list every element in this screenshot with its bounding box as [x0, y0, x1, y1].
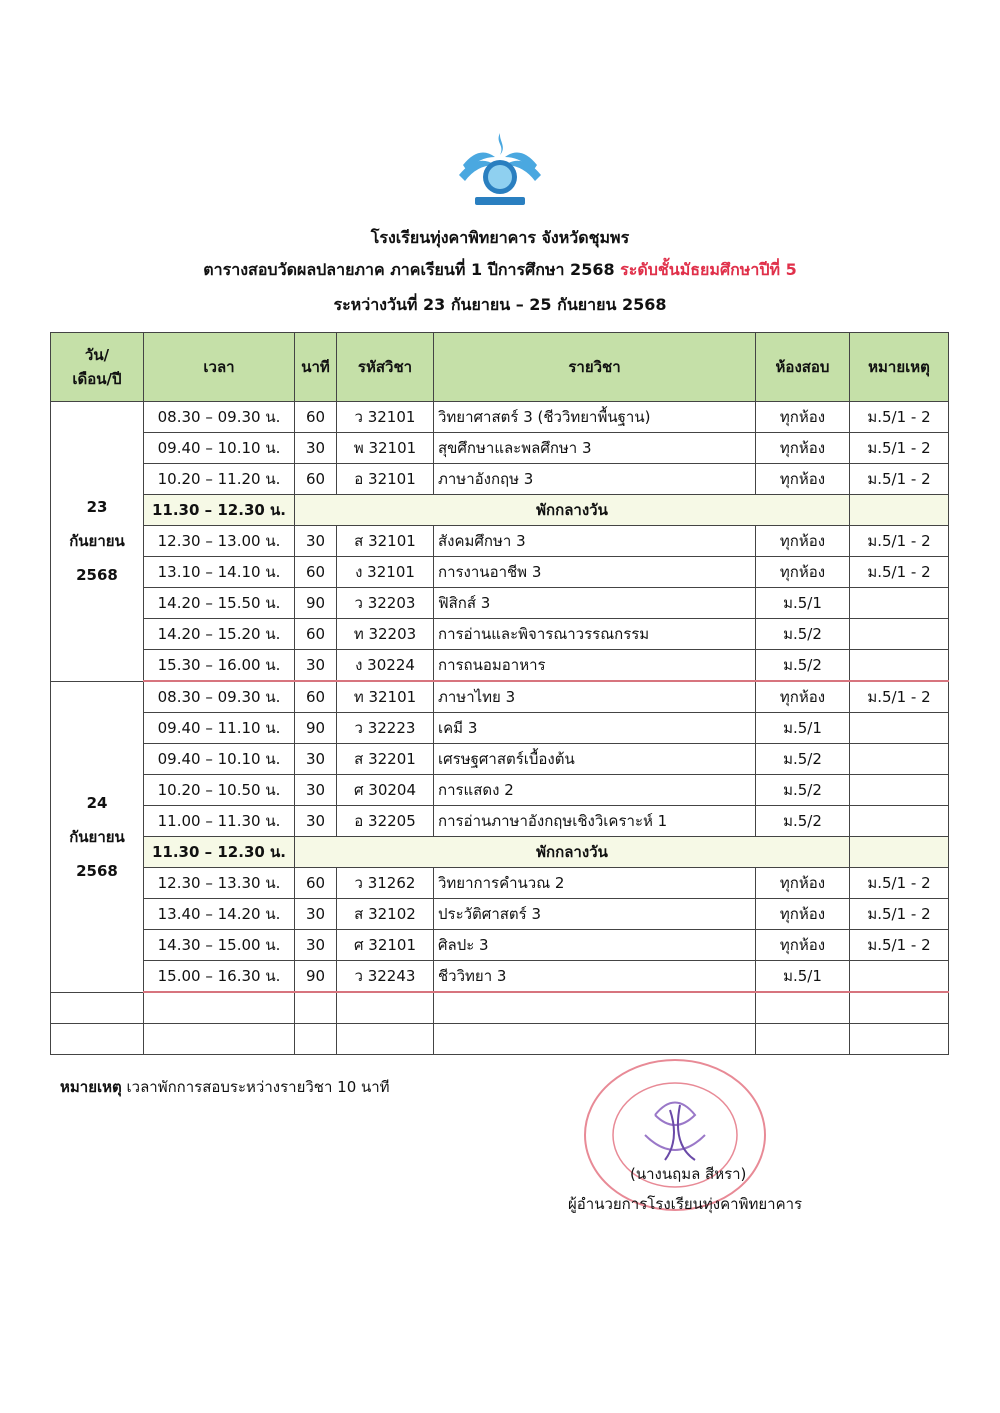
subject-cell: การอ่านและพิจารณาวรรณกรรม — [434, 619, 756, 650]
table-row — [51, 588, 949, 619]
subject-cell: ภาษาอังกฤษ 3 — [434, 464, 756, 495]
minutes-cell: 60 — [295, 619, 337, 650]
subject-cell: การแสดง 2 — [434, 775, 756, 806]
lunch-row — [51, 495, 949, 526]
subject-cell: วิทยาการคำนวณ 2 — [434, 868, 756, 899]
code-cell: ว 32101 — [337, 402, 434, 433]
room-cell: ทุกห้อง — [756, 526, 850, 557]
note-cell — [850, 588, 949, 619]
time-cell: 13.10 – 14.10 น. — [144, 557, 295, 588]
column-header: หมายเหตุ — [850, 333, 949, 402]
minutes-cell: 30 — [295, 433, 337, 464]
room-cell: ทุกห้อง — [756, 930, 850, 961]
room-cell: ม.5/1 — [756, 961, 850, 993]
subject-cell: ศิลปะ 3 — [434, 930, 756, 961]
note-cell — [850, 806, 949, 837]
table-row — [51, 619, 949, 650]
lunch-cell: พักกลางวัน — [295, 495, 850, 526]
minutes-cell: 30 — [295, 650, 337, 682]
minutes-cell: 30 — [295, 775, 337, 806]
footnote — [60, 1075, 390, 1099]
table-row — [51, 930, 949, 961]
day-cell: 24 กันยายน 2568 — [51, 681, 144, 992]
time-cell: 15.00 – 16.30 น. — [144, 961, 295, 993]
time-cell: 11.00 – 11.30 น. — [144, 806, 295, 837]
empty-cell — [850, 992, 949, 1024]
note-cell: ม.5/1 - 2 — [850, 433, 949, 464]
table-row — [51, 868, 949, 899]
note-cell — [850, 495, 949, 526]
column-header: รหัสวิชา — [337, 333, 434, 402]
table-row — [51, 650, 949, 682]
empty-cell — [756, 1024, 850, 1055]
code-cell: ท 32203 — [337, 619, 434, 650]
empty-cell — [144, 1024, 295, 1055]
time-cell: 10.20 – 10.50 น. — [144, 775, 295, 806]
empty-cell — [51, 1024, 144, 1055]
minutes-cell: 60 — [295, 464, 337, 495]
time-cell: 09.40 – 11.10 น. — [144, 713, 295, 744]
subject-cell: การอ่านภาษาอังกฤษเชิงวิเคราะห์ 1 — [434, 806, 756, 837]
subject-cell: เศรษฐศาสตร์เบื้องต้น — [434, 744, 756, 775]
note-cell — [850, 961, 949, 993]
table-row — [51, 526, 949, 557]
time-cell: 11.30 – 12.30 น. — [144, 837, 295, 868]
table-row — [51, 775, 949, 806]
time-cell: 15.30 – 16.00 น. — [144, 650, 295, 682]
header-row — [51, 333, 949, 402]
empty-cell — [144, 992, 295, 1024]
room-cell: ม.5/2 — [756, 806, 850, 837]
code-cell: ว 32223 — [337, 713, 434, 744]
exam-schedule-table — [50, 332, 949, 1055]
note-cell: ม.5/1 - 2 — [850, 868, 949, 899]
table-row — [51, 681, 949, 713]
empty-cell — [337, 1024, 434, 1055]
subject-cell: ชีววิทยา 3 — [434, 961, 756, 993]
minutes-cell: 30 — [295, 744, 337, 775]
empty-cell — [337, 992, 434, 1024]
minutes-cell: 30 — [295, 899, 337, 930]
room-cell: ม.5/2 — [756, 775, 850, 806]
note-cell — [850, 744, 949, 775]
exam-dates: ระหว่างวันที่ 23 กันยายน – 25 กันยายน 2568 — [333, 295, 667, 314]
code-cell: ว 31262 — [337, 868, 434, 899]
table-row — [51, 433, 949, 464]
minutes-cell: 30 — [295, 526, 337, 557]
code-cell: อ 32101 — [337, 464, 434, 495]
school-name: โรงเรียนทุ่งคาพิทยาคาร จังหวัดชุมพร — [370, 228, 630, 247]
school-logo — [455, 125, 545, 215]
code-cell: ส 32101 — [337, 526, 434, 557]
minutes-cell: 60 — [295, 557, 337, 588]
empty-cell — [434, 992, 756, 1024]
note-cell: ม.5/1 - 2 — [850, 681, 949, 713]
column-header: วัน/ เดือน/ปี — [51, 333, 144, 402]
room-cell: ทุกห้อง — [756, 681, 850, 713]
code-cell: ศ 32101 — [337, 930, 434, 961]
room-cell: ทุกห้อง — [756, 433, 850, 464]
time-cell: 08.30 – 09.30 น. — [144, 402, 295, 433]
minutes-cell: 90 — [295, 588, 337, 619]
table-row — [51, 899, 949, 930]
room-cell: ทุกห้อง — [756, 899, 850, 930]
subject-cell: ภาษาไทย 3 — [434, 681, 756, 713]
note-cell — [850, 775, 949, 806]
code-cell: ส 32201 — [337, 744, 434, 775]
subject-cell: สังคมศึกษา 3 — [434, 526, 756, 557]
exam-title — [0, 258, 1000, 283]
room-cell: ม.5/2 — [756, 744, 850, 775]
subject-cell: ประวัติศาสตร์ 3 — [434, 899, 756, 930]
note-cell — [850, 650, 949, 682]
exam-level: ระดับชั้นมัธยมศึกษาปีที่ 5 — [620, 260, 797, 279]
code-cell: พ 32101 — [337, 433, 434, 464]
minutes-cell: 30 — [295, 806, 337, 837]
footnote-label: หมายเหตุ — [60, 1078, 122, 1096]
note-cell: ม.5/1 - 2 — [850, 526, 949, 557]
code-cell: อ 32205 — [337, 806, 434, 837]
minutes-cell: 90 — [295, 713, 337, 744]
note-cell — [850, 713, 949, 744]
room-cell: ม.5/1 — [756, 588, 850, 619]
table-header — [51, 333, 949, 402]
empty-row — [51, 992, 949, 1024]
note-cell: ม.5/1 - 2 — [850, 464, 949, 495]
exam-title-main: ตารางสอบวัดผลปลายภาค ภาคเรียนที่ 1 ปีการศึกษา 2568 — [203, 260, 615, 279]
room-cell: ทุกห้อง — [756, 464, 850, 495]
column-header: นาที — [295, 333, 337, 402]
code-cell: ง 30224 — [337, 650, 434, 682]
time-cell: 12.30 – 13.30 น. — [144, 868, 295, 899]
minutes-cell: 60 — [295, 868, 337, 899]
room-cell: ทุกห้อง — [756, 868, 850, 899]
room-cell: ม.5/2 — [756, 619, 850, 650]
note-cell: ม.5/1 - 2 — [850, 557, 949, 588]
note-cell — [850, 837, 949, 868]
empty-cell — [295, 992, 337, 1024]
empty-cell — [295, 1024, 337, 1055]
note-cell: ม.5/1 - 2 — [850, 930, 949, 961]
room-cell: ทุกห้อง — [756, 402, 850, 433]
table-row — [51, 557, 949, 588]
time-cell: 09.40 – 10.10 น. — [144, 744, 295, 775]
subject-cell: เคมี 3 — [434, 713, 756, 744]
lunch-row — [51, 837, 949, 868]
day-cell: 23 กันยายน 2568 — [51, 402, 144, 682]
minutes-cell: 60 — [295, 402, 337, 433]
minutes-cell: 60 — [295, 681, 337, 713]
table-row — [51, 961, 949, 993]
code-cell: ว 32203 — [337, 588, 434, 619]
table-row — [51, 713, 949, 744]
note-cell: ม.5/1 - 2 — [850, 899, 949, 930]
empty-cell — [756, 992, 850, 1024]
table-row — [51, 402, 949, 433]
code-cell: ท 32101 — [337, 681, 434, 713]
code-cell: ว 32243 — [337, 961, 434, 993]
time-cell: 14.30 – 15.00 น. — [144, 930, 295, 961]
time-cell: 10.20 – 11.20 น. — [144, 464, 295, 495]
subject-cell: การงานอาชีพ 3 — [434, 557, 756, 588]
table-row — [51, 464, 949, 495]
minutes-cell: 90 — [295, 961, 337, 993]
empty-cell — [434, 1024, 756, 1055]
code-cell: ส 32102 — [337, 899, 434, 930]
column-header: รายวิชา — [434, 333, 756, 402]
column-header: เวลา — [144, 333, 295, 402]
code-cell: ง 32101 — [337, 557, 434, 588]
note-cell — [850, 619, 949, 650]
subject-cell: การถนอมอาหาร — [434, 650, 756, 682]
subject-cell: สุขศึกษาและพลศึกษา 3 — [434, 433, 756, 464]
footnote-text: เวลาพักการสอบระหว่างรายวิชา 10 นาที — [126, 1078, 390, 1096]
empty-cell — [51, 992, 144, 1024]
signer-position: ผู้อำนวยการโรงเรียนทุ่งคาพิทยาคาร — [568, 1195, 803, 1213]
empty-cell — [850, 1024, 949, 1055]
time-cell: 11.30 – 12.30 น. — [144, 495, 295, 526]
room-cell: ม.5/1 — [756, 713, 850, 744]
note-cell: ม.5/1 - 2 — [850, 402, 949, 433]
lunch-cell: พักกลางวัน — [295, 837, 850, 868]
empty-row — [51, 1024, 949, 1055]
time-cell: 14.20 – 15.50 น. — [144, 588, 295, 619]
column-header: ห้องสอบ — [756, 333, 850, 402]
subject-cell: วิทยาศาสตร์ 3 (ชีววิทยาพื้นฐาน) — [434, 402, 756, 433]
signer-name: (นางนฤมล สีหรา) — [630, 1165, 747, 1183]
table-row — [51, 806, 949, 837]
minutes-cell: 30 — [295, 930, 337, 961]
room-cell: ม.5/2 — [756, 650, 850, 682]
table-body — [51, 402, 949, 1055]
subject-cell: ฟิสิกส์ 3 — [434, 588, 756, 619]
time-cell: 08.30 – 09.30 น. — [144, 681, 295, 713]
table-row — [51, 744, 949, 775]
time-cell: 12.30 – 13.00 น. — [144, 526, 295, 557]
code-cell: ศ 30204 — [337, 775, 434, 806]
time-cell: 09.40 – 10.10 น. — [144, 433, 295, 464]
school-seal — [575, 1055, 775, 1215]
time-cell: 13.40 – 14.20 น. — [144, 899, 295, 930]
room-cell: ทุกห้อง — [756, 557, 850, 588]
time-cell: 14.20 – 15.20 น. — [144, 619, 295, 650]
